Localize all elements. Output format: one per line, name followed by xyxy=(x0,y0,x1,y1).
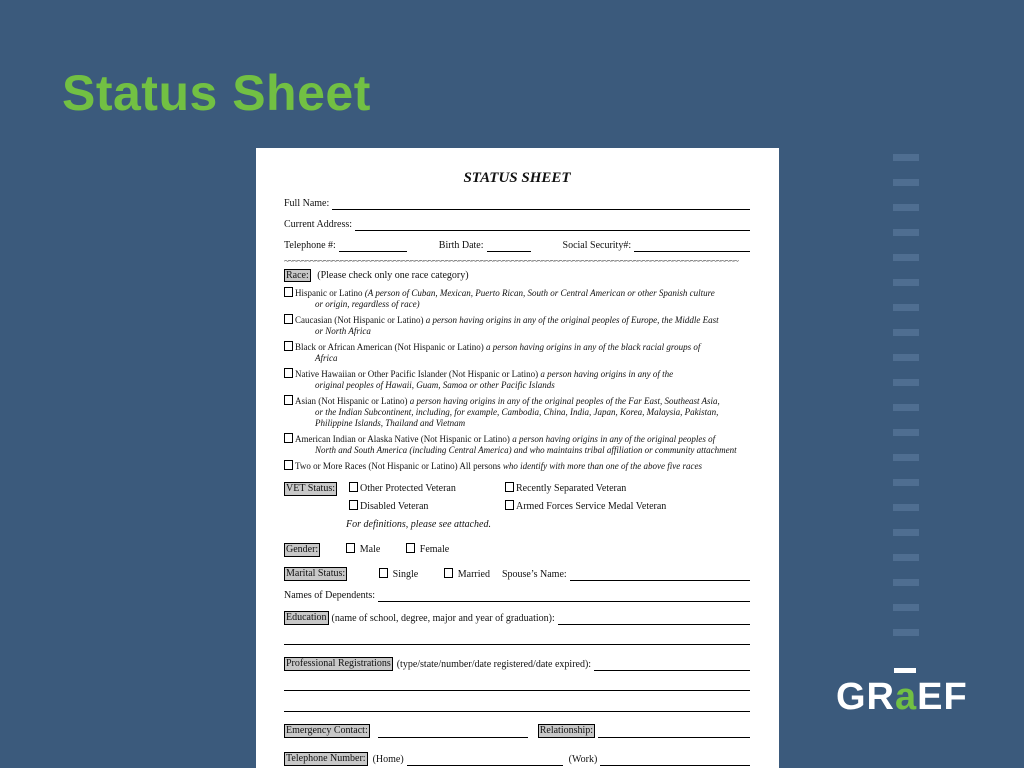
home-phone-field[interactable] xyxy=(407,755,563,766)
spouse-name-label: Spouse’s Name: xyxy=(501,569,567,580)
decorative-dashes xyxy=(893,154,919,654)
vet-option-disabled[interactable]: Disabled Veteran xyxy=(349,500,505,513)
vet-definitions-note: For definitions, please see attached. xyxy=(346,519,491,530)
checkbox[interactable] xyxy=(505,482,514,492)
checkbox[interactable] xyxy=(284,341,293,351)
checkbox[interactable] xyxy=(349,482,358,492)
vet-options xyxy=(349,482,705,513)
relationship-field[interactable] xyxy=(598,727,750,738)
checkbox[interactable] xyxy=(346,543,355,553)
gender-option-female[interactable]: Female xyxy=(406,543,449,556)
race-header xyxy=(284,270,750,282)
professional-registrations-description: (type/state/number/date registered/date expired): xyxy=(396,659,592,670)
checkbox[interactable] xyxy=(284,433,293,443)
full-name-row xyxy=(284,198,750,210)
vet-status-section xyxy=(284,482,750,513)
document-title: STATUS SHEET xyxy=(463,170,571,186)
checkbox[interactable] xyxy=(284,314,293,324)
vet-status-label: VET Status: xyxy=(286,483,335,494)
marital-status-label: Marital Status: xyxy=(286,568,346,579)
telephone-label: Telephone #: xyxy=(284,240,336,251)
emergency-contact-row xyxy=(284,724,750,738)
status-sheet-document xyxy=(256,148,779,768)
current-address-label: Current Address: xyxy=(284,219,353,230)
ssn-field[interactable] xyxy=(634,241,750,252)
race-option-caucasian[interactable]: Caucasian (Not Hispanic or Latino) a person having origins in any of the original peoples of Europe, the Middle East or North Africa xyxy=(284,314,750,337)
graef-logo: GRaEF xyxy=(836,668,968,712)
marital-option-single[interactable]: Single xyxy=(379,568,418,581)
race-option-pacific-islander[interactable]: Native Hawaiian or Other Pacific Islander (Not Hispanic or Latino) a person having origins in any of the original peoples of Hawaii, Guam, Samoa or other Pacific Islands xyxy=(284,368,750,391)
checkbox[interactable] xyxy=(444,568,453,578)
race-option-asian[interactable]: Asian (Not Hispanic or Latino) a person having origins in any of the original peoples of the Far East, Southeast Asia, or the Indian Subcontinent, including, for example, Cambodia, China, India, Japan, Korea, Malaysia, Pakistan, Philippine Islands, Thailand and Vietnam xyxy=(284,395,750,429)
race-instruction: (Please check only one race category) xyxy=(317,270,469,281)
current-address-row xyxy=(284,219,750,231)
telephone-number-label: Telephone Number: xyxy=(286,753,366,764)
education-field-continued[interactable] xyxy=(284,634,750,645)
marital-option-married[interactable]: Married xyxy=(444,568,490,581)
race-option-black[interactable]: Black or African American (Not Hispanic or Latino) a person having origins in any of the black racial groups of Africa xyxy=(284,341,750,364)
dependents-label: Names of Dependents: xyxy=(284,590,376,601)
checkbox[interactable] xyxy=(406,543,415,553)
work-phone-field[interactable] xyxy=(600,755,750,766)
full-name-label: Full Name: xyxy=(284,198,330,209)
spouse-name-field[interactable] xyxy=(570,570,750,581)
telephone-field[interactable] xyxy=(339,241,407,252)
vet-option-armed-forces-medal[interactable]: Armed Forces Service Medal Veteran xyxy=(505,500,705,513)
ssn-label: Social Security#: xyxy=(562,240,632,251)
checkbox[interactable] xyxy=(379,568,388,578)
vet-option-other-protected[interactable]: Other Protected Veteran xyxy=(349,482,505,495)
birth-date-field[interactable] xyxy=(487,241,531,252)
professional-registrations-row xyxy=(284,657,750,671)
race-label: Race: xyxy=(286,270,309,281)
telephone-number-row xyxy=(284,752,750,766)
gender-label: Gender: xyxy=(286,544,319,555)
slide-title: Status Sheet xyxy=(62,65,371,121)
race-option-american-indian[interactable]: American Indian or Alaska Native (Not Hispanic or Latino) a person having origins in any of the original peoples of North and South America (including Central America) and who maintains tribal affiliation or community attachment xyxy=(284,433,750,456)
checkbox[interactable] xyxy=(284,395,293,405)
work-label: (Work) xyxy=(568,754,598,765)
checkbox[interactable] xyxy=(284,460,293,470)
relationship-label: Relationship: xyxy=(539,725,594,736)
education-row xyxy=(284,611,750,625)
home-label: (Home) xyxy=(372,754,404,765)
phone-birth-ssn-row xyxy=(284,240,750,252)
gender-option-male[interactable]: Male xyxy=(346,543,380,556)
current-address-field[interactable] xyxy=(355,220,750,231)
education-description: (name of school, degree, major and year of graduation): xyxy=(331,613,555,624)
birth-date-label: Birth Date: xyxy=(438,240,484,251)
professional-registrations-label: Professional Registrations xyxy=(286,658,391,669)
separator-line: ~~~~~~~~~~~~~~~~~~~~~~~~~~~~~~~~~~~~~~~~~~~~~~~~~~~~~~~~~~~~~~~~~~~~~~~~~~~~~~~~~~~~~~~~~~~~~~~~~~~~~~~~ xyxy=(284,257,739,266)
checkbox[interactable] xyxy=(349,500,358,510)
emergency-contact-field[interactable] xyxy=(378,727,528,738)
education-field[interactable] xyxy=(558,614,750,625)
checkbox[interactable] xyxy=(284,368,293,378)
professional-registrations-field-3[interactable] xyxy=(284,701,750,712)
emergency-contact-label: Emergency Contact: xyxy=(286,725,368,736)
race-option-hispanic[interactable]: Hispanic or Latino (A person of Cuban, Mexican, Puerto Rican, South or Central American or other Spanish culture or origin, regardless of race) xyxy=(284,287,750,310)
checkbox[interactable] xyxy=(284,287,293,297)
gender-row xyxy=(284,543,750,557)
full-name-field[interactable] xyxy=(332,199,750,210)
dependents-field[interactable] xyxy=(378,591,750,602)
professional-registrations-field-2[interactable] xyxy=(284,680,750,691)
race-option-two-or-more[interactable]: Two or More Races (Not Hispanic or Latino) All persons who identify with more than one of the above five races xyxy=(284,460,750,472)
checkbox[interactable] xyxy=(505,500,514,510)
vet-option-recently-separated[interactable]: Recently Separated Veteran xyxy=(505,482,705,495)
marital-status-row xyxy=(284,567,750,581)
professional-registrations-field[interactable] xyxy=(594,660,750,671)
education-label: Education xyxy=(286,612,327,623)
dependents-row xyxy=(284,590,750,602)
